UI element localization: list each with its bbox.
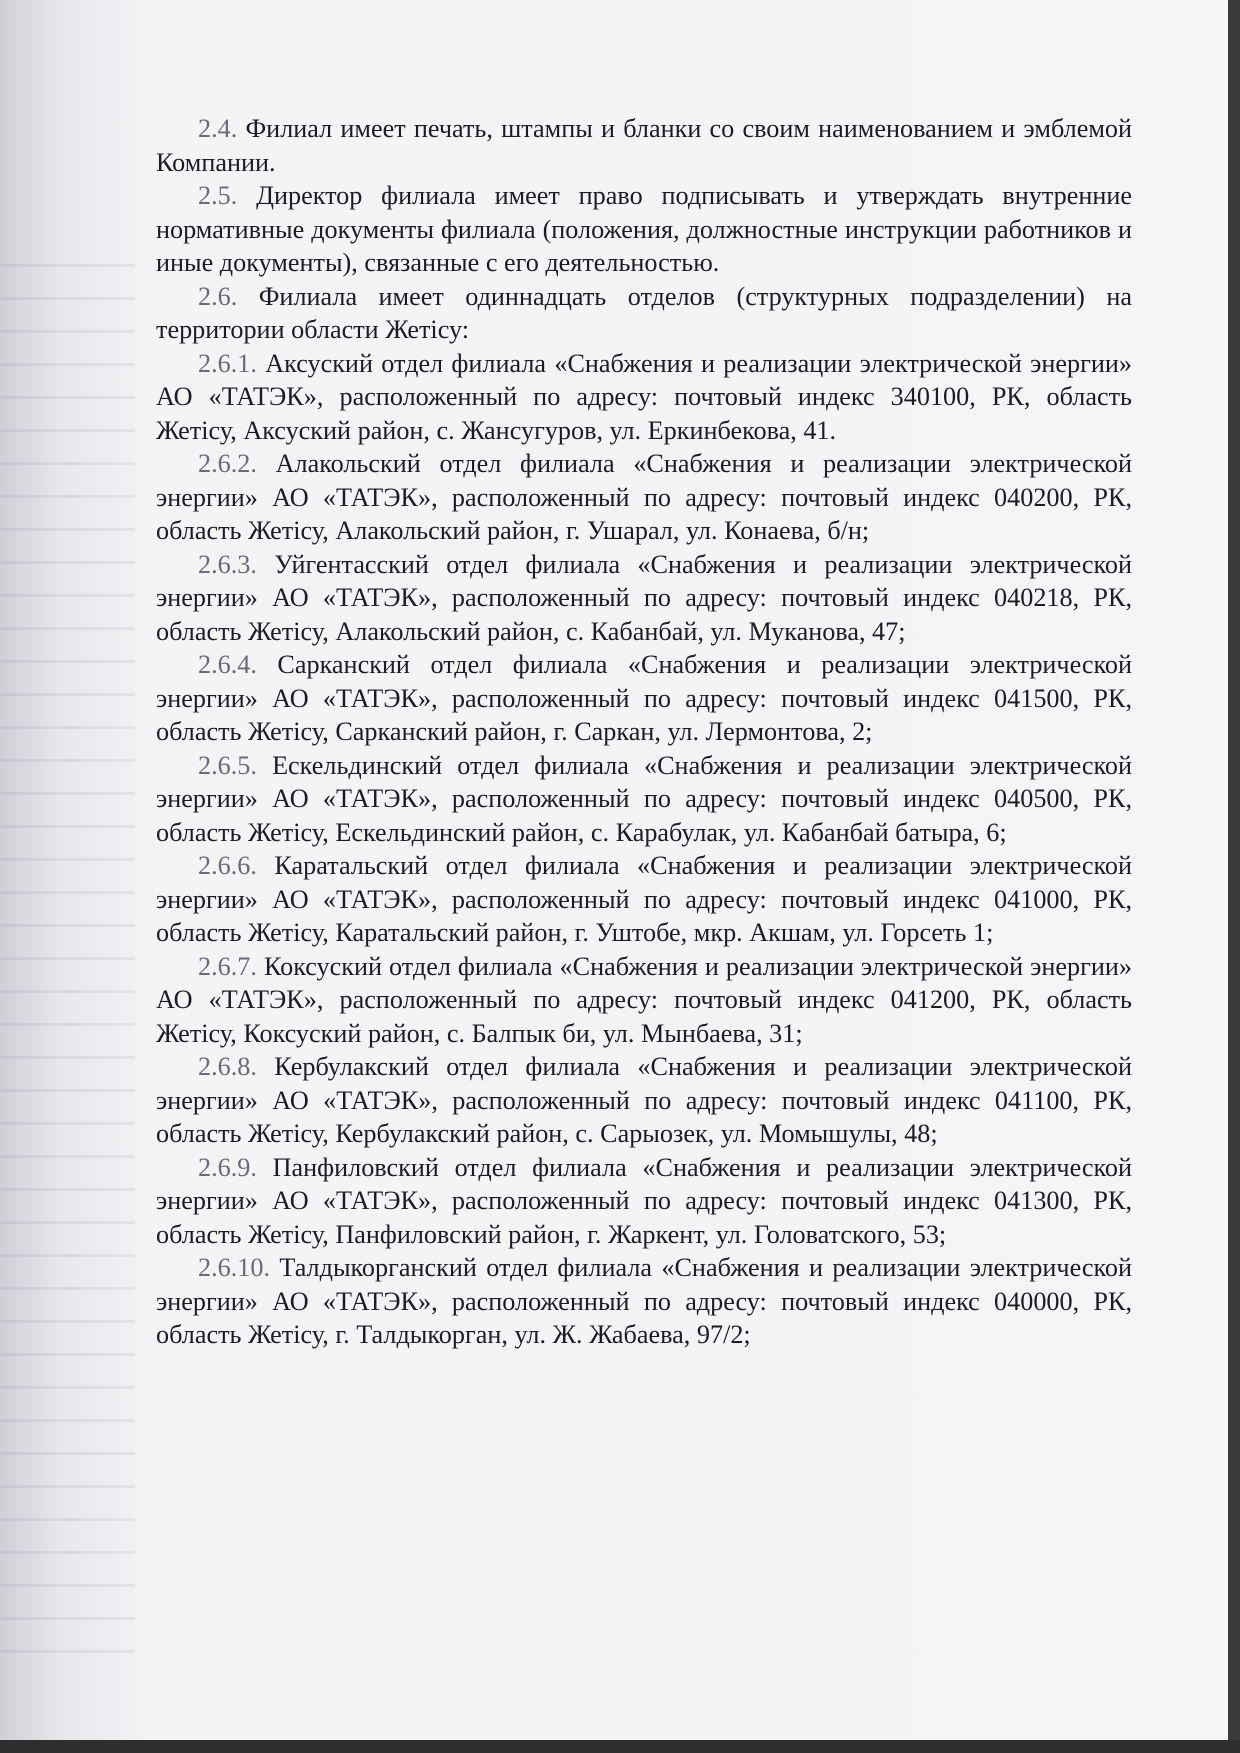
paragraph-2-6-10 [156,1251,1132,1352]
clause-number: 2.6.3. [198,549,257,579]
paragraph-2-6 [156,280,1132,347]
paragraph-2-6-9 [156,1151,1132,1252]
clause-number: 2.6.8. [198,1052,257,1081]
clause-number: 2.6.1. [198,348,257,378]
clause-text: Аксуский отдел филиала «Снабжения и реализации электрической энергии» АО «ТАТЭК», расположенный по адресу: почтовый индекс 340100, РК, область Жетісу, Аксуский район, с. Жансугуров, ул. Еркинбекова, 41. [156,348,1132,445]
paragraph-2-4 [156,112,1132,179]
paragraph-2-5 [156,179,1132,280]
clause-text: Коксуский отдел филиала «Снабжения и реализации электрической энергии» АО «ТАТЭК», расположенный по адресу: почтовый индекс 041200, РК, область Жетісу, Коксуский район, с. Балпык би, ул. Мынбаева, 31; [156,951,1132,1048]
clause-number: 2.6.10. [198,1253,271,1282]
paragraph-2-6-4 [156,648,1132,749]
clause-number: 2.4. [198,114,238,143]
bleed-through-shadow [0,240,135,1660]
paragraph-2-6-8 [156,1050,1132,1151]
clause-text: Директор филиала имеет право подписывать и утверждать внутренние нормативные документы филиала (положения, должностные инструкции работников и иные документы), связанные с его деятельностью. [156,181,1132,277]
paragraph-2-6-3 [156,548,1132,649]
clause-text: Филиала имеет одиннадцать отделов (структурных подразделении) на территории области Жетісу: [156,281,1132,344]
paragraph-2-6-1 [156,347,1132,448]
clause-text: Панфиловский отдел филиала «Снабжения и реализации электрической энергии» АО «ТАТЭК», расположенный по адресу: почтовый индекс 041300, РК, область Жетісу, Панфиловский район, г. Жаркент, ул. Головатского, 53; [156,1152,1132,1249]
clause-number: 2.6.2. [198,449,257,478]
clause-number: 2.5. [198,181,238,210]
paragraph-2-6-7 [156,950,1132,1051]
clause-text: Кербулакский отдел филиала «Снабжения и реализации электрической энергии» АО «ТАТЭК», расположенный по адресу: почтовый индекс 041100, РК, область Жетісу, Кербулакский район, с. Сарыозек, ул. Момышулы, 48; [156,1052,1133,1148]
scanner-edge-right [1228,0,1240,1753]
clause-text: Ескельдинский отдел филиала «Снабжения и реализации электрической энергии» АО «ТАТЭК», расположенный по адресу: почтовый индекс 040500, РК, область Жетісу, Ескельдинский район, с. Карабулак, ул. Кабанбай батыра, 6; [156,750,1132,847]
scanner-edge-bottom [0,1740,1240,1753]
clause-number: 2.6.6. [198,851,257,880]
clause-number: 2.6.5. [198,750,257,780]
paragraph-2-6-6 [156,849,1132,950]
clause-number: 2.6.9. [198,1152,257,1182]
clause-text: Каратальский отдел филиала «Снабжения и реализации электрической энергии» АО «ТАТЭК», расположенный по адресу: почтовый индекс 041000, РК, область Жетісу, Каратальский район, г. Уштобе, мкр. Акшам, ул. Горсеть 1; [156,851,1133,947]
clause-number: 2.6. [198,281,238,311]
clause-text: Сарканский отдел филиала «Снабжения и реализации электрической энергии» АО «ТАТЭК», расположенный по адресу: почтовый индекс 041500, РК, область Жетісу, Сарканский район, г. Саркан, ул. Лермонтова, 2; [156,650,1132,746]
clause-text: Уйгентасский отдел филиала «Снабжения и реализации электрической энергии» АО «ТАТЭК», расположенный по адресу: почтовый индекс 040218, РК, область Жетісу, Алакольский район, с. Кабанбай, ул. Муканова, 47; [156,549,1133,646]
paragraph-2-6-5 [156,749,1132,850]
document-body [156,112,1132,1352]
clause-text: Алакольский отдел филиала «Снабжения и реализации электрической энергии» АО «ТАТЭК», расположенный по адресу: почтовый индекс 040200, РК, область Жетісу, Алакольский район, г. Ушарал, ул. Конаева, б/н; [156,449,1132,545]
clause-text: Талдыкорганский отдел филиала «Снабжения и реализации электрической энергии» АО «ТАТЭК», расположенный по адресу: почтовый индекс 040000, РК, область Жетісу, г. Талдыкорган, ул. Ж. Жабаева, 97/2; [156,1253,1132,1349]
paragraph-2-6-2 [156,447,1132,548]
clause-number: 2.6.4. [198,650,257,679]
clause-number: 2.6.7. [198,951,257,981]
clause-text: Филиал имеет печать, штампы и бланки со своим наименованием и эмблемой Компании. [156,114,1132,177]
